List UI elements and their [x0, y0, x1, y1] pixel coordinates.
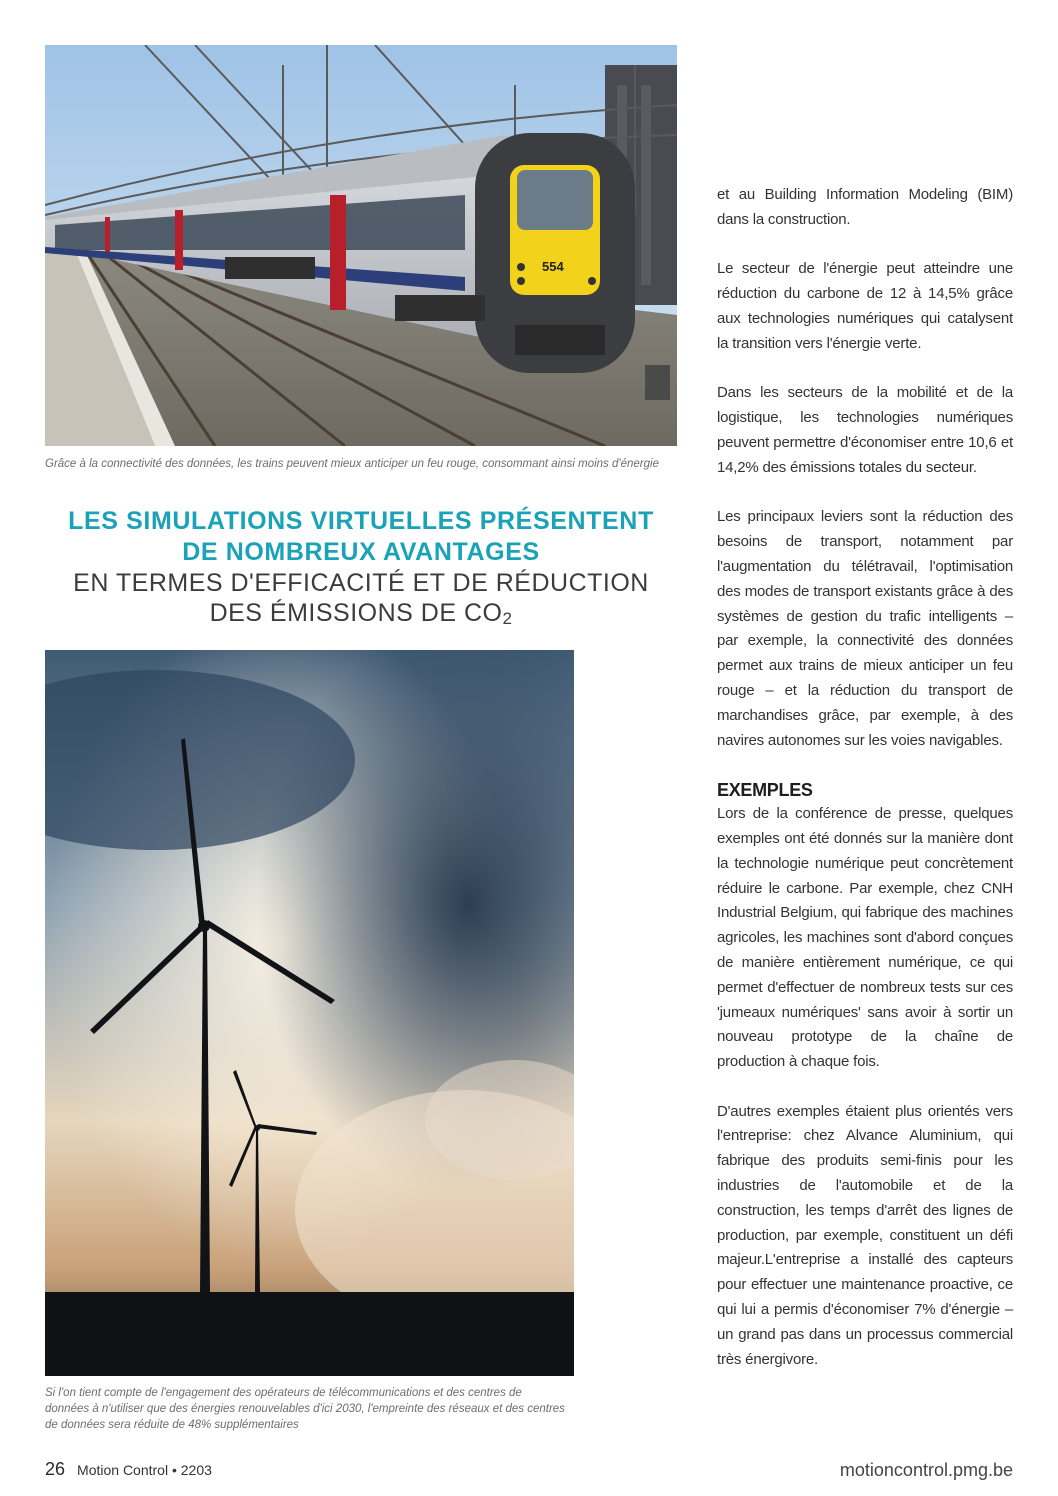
headline-line-3: EN TERMES D'EFFICACITÉ ET DE RÉDUCTION: [73, 569, 649, 597]
article-paragraph-2: Le secteur de l'énergie peut atteindre une réduction du carbone de 12 à 14,5% grâce aux technologies numériques qui catalysent la transition vers l'énergie verte.: [717, 260, 1013, 352]
headline-line-2: DE NOMBREUX AVANTAGES: [182, 538, 540, 566]
train-number: 554: [542, 259, 564, 274]
article-paragraph-4: Les principaux leviers sont la réduction des besoins de transport, notamment par l'augmentation du télétravail, l'optimisation des modes de transport existants grâce à des systèmes de gestion du trafic intelligents – par exemple, la connectivité des données permet aux trains de mieux anticiper un feu rouge – et la réduction du transport de marchandises grâce, par exemple, à des navires autonomes sur les voies navigables.: [717, 508, 1013, 749]
article-paragraph-5: Lors de la conférence de presse, quelques exemples ont été donnés sur la manière dont la technologie numérique peut concrètement réduire le carbone. Par exemple, chez CNH Industrial Belgium, qui fabrique des machines agricoles, les machines sont d'abord conçues de manière entièrement numérique, ce qui permet d'effectuer de nombreux tests sur ces 'jumeaux numériques' sans avoir à sortir un nouveau prototype de la chaîne de production à chaque fois.: [717, 805, 1013, 1071]
headline-line-4: [45, 598, 677, 634]
section-heading-exemples: EXEMPLES: [717, 780, 813, 801]
footer-website-link[interactable]: motioncontrol.pmg.be: [839, 1460, 1013, 1480]
wind-photo-caption: Si l'on tient compte de l'engagement des opérateurs de télécommunications et des centres de données à n'utiliser que des énergies renouvelables d'ici 2030, l'empreinte des réseaux et des centres de données sera réduite de 48% supplémentaires: [45, 1387, 565, 1431]
train-photo-caption: Grâce à la connectivité des données, les trains peuvent mieux anticiper un feu rouge, consommant ainsi moins d'énergie: [45, 458, 659, 470]
article-paragraph-6: D'autres exemples étaient plus orientés vers l'entreprise: chez Alvance Aluminium, qui fabrique des produits semi-finis pour les industries de l'automobile et de la construction, les temps d'arrêt des lignes de production, par exemple, constituent un défi majeur.L'entreprise a installé des capteurs pour effectuer une maintenance proactive, ce qui lui a permis d'économiser 7% d'énergie – un grand pas dans un processus commercial très énergivore.: [717, 1102, 1013, 1368]
article-column: [717, 183, 1013, 1372]
article-paragraph-1: et au Building Information Modeling (BIM) dans la construction.: [717, 186, 1013, 228]
article-paragraph-3: Dans les secteurs de la mobilité et de la logistique, les technologies numériques peuvent permettre d'économiser entre 10,6 et 14,2% des émissions totales du secteur.: [717, 384, 1013, 476]
page-number: 26: [45, 1459, 66, 1479]
headline: [45, 506, 677, 634]
headline-line-4-text: DES ÉMISSIONS DE CO: [209, 599, 503, 627]
headline-subscript: 2: [502, 609, 513, 628]
footer-left: [45, 1459, 212, 1480]
headline-line-1: LES SIMULATIONS VIRTUELLES PRÉSENTENT: [68, 507, 654, 535]
wind-turbine-photo: [45, 650, 574, 1376]
magazine-issue: Motion Control • 2203: [77, 1462, 212, 1478]
train-photo: [45, 45, 677, 446]
